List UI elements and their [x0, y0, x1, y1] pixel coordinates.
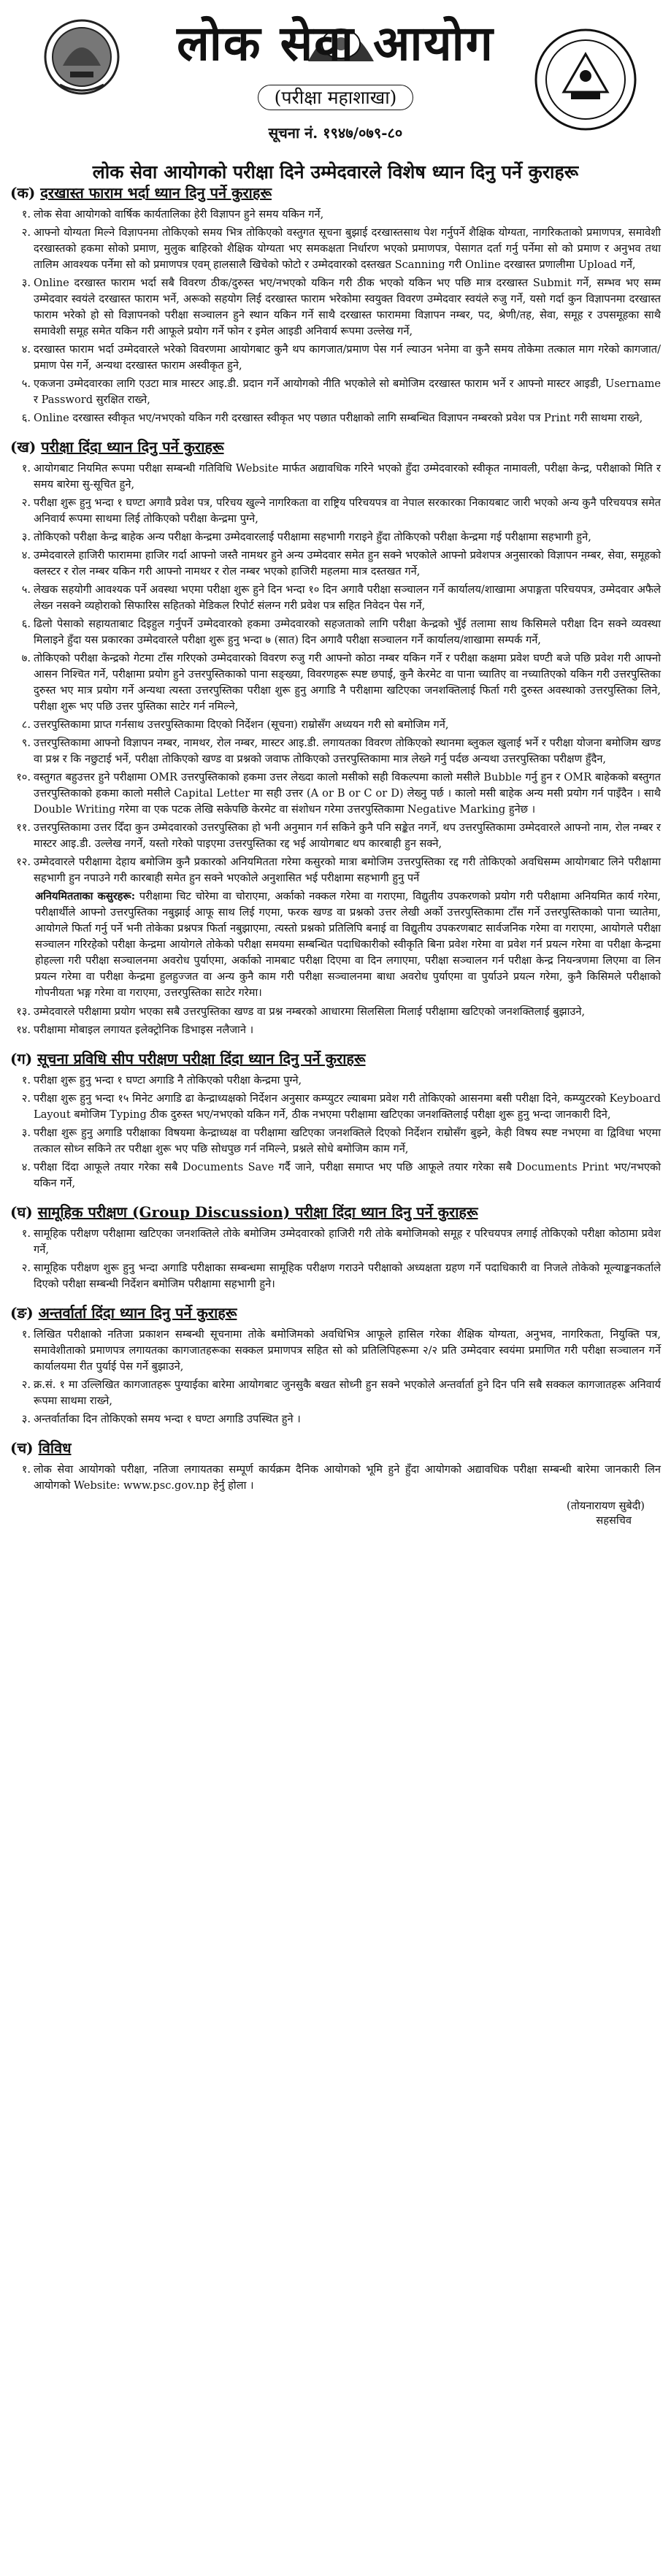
item-text: एकजना उम्मेदवारका लागि एउटा मात्र मास्टर आइ.डी. प्रदान गर्ने आयोगको नीति भएकोले सो बमोजिम दरखास्त फाराम भर्ने र आफ्नो मास्टर आइडी, Username र Password सुरक्षित राख्ने,: [34, 377, 661, 406]
list-item: [21, 275, 661, 340]
item-number: ६.: [21, 618, 31, 630]
item-number: १४.: [16, 1024, 31, 1036]
item-text: Online दरखास्त फाराम भर्दा सबै विवरण ठीक/दुरुस्त भए/नभएको यकिन गरी ठीक भएको यकिन भए पछि मात्र दरखास्त Submit गर्ने, सम्भव भए सम्म उम्मेदवार स्वयंले दरखास्त फाराम भर्ने, अरूको सहयोग लिई दरखास्त फाराम भरेकोमा स्वयुक्त विवरण उम्मेदवार स्वयंले रुजु गर्ने, यसो गर्दा कुन विज्ञापनमा दरखास्त फाराम भरेको हो सो विज्ञापनको परीक्षा सञ्चालन हुने स्थान यकिन गर्ने साथै दरखास्त फाराममा विज्ञापन नम्बर, पद, श्रेणी/तह, सेवा, समूह र उपसमूहका साथै समावेशी समूह समेत यकिन गरी आफूले प्रयोग गर्ने फोन र इमेल आइडी अनिवार्य रूपमा उल्लेख गर्ने,: [34, 277, 661, 337]
list-item: [21, 1159, 661, 1192]
item-text: लोक सेवा आयोगको वार्षिक कार्यतालिका हेरी विज्ञापन हुने समय यकिन गर्ने,: [34, 208, 324, 221]
list-item: [16, 1004, 661, 1020]
list-item: [21, 1226, 661, 1258]
list-item: [21, 1260, 661, 1292]
section-ga: [10, 1049, 661, 1192]
list-item: [21, 735, 661, 767]
notice-number: सूचना नं. १९४७/०७९-८०: [268, 124, 403, 142]
item-list: [10, 1073, 661, 1192]
section-title-text: परीक्षा दिंदा ध्यान दिनु पर्ने कुराहरू: [41, 438, 224, 456]
section-title: [10, 1049, 661, 1068]
item-number: ३.: [21, 277, 31, 289]
section-prefix: (ख): [10, 438, 37, 456]
section-prefix: (घ): [10, 1203, 33, 1221]
list-item: [21, 616, 661, 648]
notice-header: [10, 4, 661, 183]
list-item: [21, 410, 661, 426]
item-number: ४.: [21, 343, 31, 356]
item-text: सामूहिक परीक्षण परीक्षामा खटिएका जनशक्तिले तोके बमोजिम उम्मेदवारको हाजिरी गरी तोके बमोजिमको समूह र परिचयपत्र लगाई तोकिएको परीक्षा कोठामा प्रवेश गर्ने,: [34, 1227, 661, 1256]
list-item: [21, 225, 661, 273]
item-number: ६.: [21, 412, 31, 424]
item-text: परीक्षा शुरू हुनु भन्दा १५ मिनेट अगाडि ढा केन्द्राध्यक्षको निर्देशन अनुसार कम्प्युटर ल्याबमा प्रवेश गरी तोकिएको आसनमा बसी परीक्षा दिने, कम्प्युटरको Keyboard Layout बमोजिम Typing ठीक दुरुस्त भए/नभएको यकिन गर्ने, ठीक नभएमा परीक्षामा खटिएका जनशक्तिलाई परीक्षा शुरू हुनु भन्दा जानकारी दिने,: [34, 1092, 661, 1121]
list-item: [21, 376, 661, 408]
section-title: [10, 183, 661, 202]
item-number: १.: [21, 1328, 31, 1341]
item-number: १.: [21, 462, 31, 475]
item-number: २.: [21, 1092, 31, 1105]
list-item: [21, 717, 661, 733]
list-item: [16, 770, 661, 818]
item-text: उत्तरपुस्तिकामा प्राप्त गर्नसाथ उत्तरपुस्तिकामा दिएको निर्देशन (सूचना) राम्रोसँग अध्ययन गरी सो बमोजिम गर्ने,: [34, 718, 449, 731]
list-item: [21, 1125, 661, 1157]
section-prefix: (ङ): [10, 1304, 34, 1322]
item-number: ३.: [21, 531, 31, 543]
item-number: १०.: [16, 771, 31, 783]
item-list: [10, 461, 661, 886]
list-item: [21, 1377, 661, 1409]
list-item: [21, 207, 661, 223]
item-text: लेखक सहयोगी आवश्यक पर्ने अवस्था भएमा परीक्षा शुरू हुने दिन भन्दा १० दिन अगावै परीक्षा सञ्चालन गर्ने कार्यालय/शाखामा अपाङ्गता परिचयपत्र, उम्मेदवार अफैले लेख्न नसक्ने व्यहोराको सिफारिस सहितको मेडिकल रिपोर्ट संलग्न गरी प्रवेश पत्र सहित निवेदन पेस गर्ने,: [34, 583, 661, 612]
list-item: [21, 582, 661, 614]
list-item: [21, 651, 661, 715]
list-item: [21, 1091, 661, 1123]
list-item: [16, 820, 661, 852]
item-text: आयोगबाट नियमित रूपमा परीक्षा सम्बन्धी गतिविधि Website मार्फत अद्यावधिक गरिने भएको हुँदा उम्मेदवारको स्वीकृत नामावली, परीक्षा केन्द्र, परीक्षाको मिति र समय बारेमा सु-सूचित हुने,: [34, 462, 661, 491]
item-number: ३.: [21, 1127, 31, 1139]
item-number: ५.: [21, 583, 31, 596]
item-list: [10, 1462, 661, 1494]
item-number: १३.: [16, 1005, 31, 1018]
item-text: परीक्षा शुरू हुनु भन्दा १ घण्टा अगाडि नै तोकिएको परीक्षा केन्द्रमा पुग्ने,: [34, 1074, 302, 1086]
list-item: [21, 1411, 661, 1427]
irregularity-text: परीक्षामा चिट चोरेमा वा चोराएमा, अर्काको नक्कल गरेमा वा गराएमा, विद्युतीय उपकरणको प्रयोग गरी परीक्षामा अनियमित कार्य गरेमा, परीक्षार्थीले आफ्नो उत्तरपुस्तिका नबुझाई आफू साथ लिई गएमा, फरक खण्ड वा प्रश्नको उत्तर लेखी अर्को उत्तरपुस्तिकामा टाँस गर्ने उत्तरपुस्तिकाको पाना च्यातेमा, आयोगले फिर्ता गर्नु पर्ने भनी तोकेका प्रश्नपत्र फिर्ता नबुझाएमा, त्यस्तो प्रश्नको प्रतिलिपि बनाई वा विद्युतीय उपकरणबाट सार्वजनिक गरेमा वा गराएमा, आयोगले परीक्षा सञ्चालन गरिरहेको परीक्षा केन्द्रमा आयोगले तोकेको परीक्षा समयमा सम्बन्धित पदाधिकारीको स्वीकृति बिना प्रवेश गरेमा वा प्रवेश गर्न प्रयत्न गरेमा वा परीक्षा केन्द्रमा होहल्ला गरी परीक्षा सञ्चालनमा अवरोध पुर्याएमा, अर्काको नामबाट परीक्षा दिएमा वा दिन लगाएमा, परीक्षा सञ्चालन गर्न परीक्षा केन्द्र नियन्त्रणमा लिएमा वा लिन प्रयत्न गरेमा वा परीक्षा केन्द्रमा हुलहुज्जत वा अन्य कुनै काम गरी परीक्षा सञ्चालनमा बाधा अवरोध पुर्याएमा वा पुर्याउने प्रयत्न गरेमा, कुनै किसिमले परीक्षाको गोपनीयता भङ्ग गरेमा वा गराएमा, उत्तरपुस्तिका साटेर गरेमा।: [35, 890, 661, 999]
section-ka: [10, 183, 661, 426]
section-title: [10, 1438, 661, 1457]
section-gha: [10, 1202, 661, 1292]
item-text: उम्मेदवारले परीक्षामा प्रयोग भएका सबै उत्तरपुस्तिका खण्ड वा प्रश्न नम्बरको आधारमा सिलसिला मिलाई परीक्षामा खटिएको जनशक्तिलाई बुझाउने,: [34, 1005, 586, 1018]
signer-title: सहसचिव: [596, 1514, 632, 1527]
item-text: तोकिएको परीक्षा केन्द्र बाहेक अन्य परीक्षा केन्द्रमा उम्मेदवारलाई परीक्षामा सहभागी गराइने हुँदा तोकिएको परीक्षा केन्द्रमा गई परीक्षामा सहभागी हुने,: [34, 531, 591, 543]
item-text: क्र.सं. १ मा उल्लिखित कागजातहरू पुग्याईका बारेमा आयोगबाट जुनसुकै बखत सोध्नी हुन सक्ने भएकोले अन्तर्वार्ता हुने दिन पनि सबै सक्कल कागजातहरू अनिवार्य रूपमा साथमा राख्ने,: [34, 1379, 661, 1407]
item-text: परीक्षा शुरू हुनु भन्दा १ घण्टा अगावै प्रवेश पत्र, परिचय खुल्ने नागरिकता वा राष्ट्रिय परिचयपत्र वा नेपाल सरकारका निकायबाट जारी भएको अन्य कुनै परिचयपत्र समेत अनिवार्य रूपमा साथमा लिई तोकिएको परीक्षा केन्द्रमा पुग्ने,: [34, 497, 661, 525]
section-title: [10, 1202, 661, 1222]
list-item: [16, 854, 661, 886]
item-number: ११.: [16, 821, 31, 834]
section-prefix: (क): [10, 184, 36, 202]
list-item: [21, 1327, 661, 1375]
item-list: [10, 1004, 661, 1038]
item-text: दरखास्त फाराम भर्दा उम्मेदवारले भरेको विवरणमा आयोगबाट कुनै थप कागजात/प्रमाण पेस गर्न ल्याउन भनेमा वा कुनै समय तोकेमा तत्काल माग गरेको कागजात/प्रमाण पेस गर्ने, अन्यथा दरखास्त फाराम अस्वीकृत हुने,: [34, 343, 661, 372]
notice-headline: लोक सेवा आयोगको परीक्षा दिने उम्मेदवारले विशेष ध्यान दिनु पर्ने कुराहरू: [92, 161, 579, 183]
item-number: २.: [21, 1379, 31, 1391]
item-list: [10, 207, 661, 426]
section-kha: [10, 437, 661, 1038]
item-number: ७.: [21, 652, 31, 664]
item-number: २.: [21, 226, 31, 239]
list-item: [21, 1462, 661, 1494]
irregularity-block: [35, 889, 661, 1001]
item-text: ढिलो पेसाको सहायताबाट दिइहुल गर्नुपर्ने उम्मेदवारको हकमा उम्मेदवारको सहजताको लागि परीक्षा केन्द्रको भुँई तलामा साथ किसिमले परीक्षा दिन सक्ने व्यवस्था मिलाइने हुँदा यस प्रकारका उम्मेदवारले परीक्षा शुरू हुनु भन्दा ७ (सात) दिन अगावै परीक्षा सञ्चालन गर्ने कार्यालय/शाखामा सम्पर्क गर्ने,: [34, 618, 661, 646]
item-number: ४.: [21, 1161, 31, 1173]
list-item: [21, 529, 661, 545]
org-title: लोक सेवा आयोग: [177, 15, 494, 72]
item-text: वस्तुगत बहुउत्तर हुने परीक्षामा OMR उत्तरपुस्तिकाको हकमा उत्तर लेख्दा कालो मसीको सही विकल्पमा कालो मसीले Bubble गर्नु हुन र OMR बाहेकको बस्तुगत उत्तरपुस्तिकाको हकमा कालो मसीले Capital Letter मा सही उत्तर (A or B or C or D) लेख्नु पर्छ । कालो मसी बाहेक अन्य मसी प्रयोग गर्न पाइँदैन । साथै Double Writing गरेमा वा एक पटक लेखि सकेपछि केरमेट वा संशोधन गरेमा उत्तरपुस्तिकामा Negative Marking हुनेछ ।: [34, 771, 661, 816]
item-text: उम्मेदवारले हाजिरी फाराममा हाजिर गर्दा आफ्नो जस्तै नामथर हुने अन्य उम्मेदवार समेत हुन सक्ने भएकोले आफ्नो प्रवेशपत्र अनुसारको विज्ञापन नम्बर, सेवा, समूहको क्लस्टर र रोल नम्बर यकिन गरी आफ्नो नामथर र रोल नम्बर भएको हाजिरी महलमा मात्र दस्तखत गर्ने,: [34, 549, 661, 578]
section-title-text: विविध: [38, 1439, 72, 1457]
section-title-text: सूचना प्रविधि सीप परीक्षण परीक्षा दिंदा ध्यान दिनु पर्ने कुराहरू: [37, 1050, 366, 1067]
item-text: आफ्नो योग्यता मिल्ने विज्ञापनमा तोकिएको समय भित्र तोकिएको वस्तुगत सूचना बुझाई दरखास्तसाथ पेश गर्नुपर्ने शैक्षिक योग्यता, नागरिकताको प्रमाणपत्र, समावेशी दरखास्तको हकमा सोको प्रमाण, मुलुक बाहिरको शैक्षिक योग्यता भए समकक्षता निर्धारण भएको प्रमाणपत्र, पेसागत दर्ता गर्नु पर्नेमा सो को प्रमाण र अनुभव तथा तालिम आवश्यक पर्नेमा सो को प्रमाणपत्र एवम् हालसालै खिचेको फोटो र उम्मेदवारको दस्तखत Scanning गरी Online दरखास्त प्रणालीमा Upload गर्ने,: [34, 226, 661, 271]
item-number: २.: [21, 497, 31, 509]
signature-block: [10, 1498, 661, 1527]
item-number: २.: [21, 1262, 31, 1274]
office-name: [10, 85, 661, 110]
item-number: १.: [21, 1463, 31, 1476]
list-item: [21, 495, 661, 527]
item-number: १२.: [16, 856, 31, 868]
item-text: उत्तरपुस्तिकामा उत्तर दिँदा कुन उम्मेदवारको उत्तरपुस्तिका हो भनी अनुमान गर्न सकिने कुनै पनि सङ्केत नगर्ने, थप उत्तरपुस्तिकामा उम्मेदवारले आफ्नो नाम, रोल नम्बर र मास्टर आइ.डी. उल्लेख नगर्ने, यस्तो गरेको पाइएमा उत्तरपुस्तिका रद्द भई आयोगबाट थप कारबाही हुन सक्ने,: [34, 821, 661, 850]
item-number: १.: [21, 1227, 31, 1240]
item-text: लिखित परीक्षाको नतिजा प्रकाशन सम्बन्धी सूचनामा तोके बमोजिमको अवधिभित्र आफूले हासिल गरेका शैक्षिक योग्यता, अनुभव, नागरिकता, नियुक्ति पत्र, समावेशीताको प्रमाणपत्र लगायतका कागजातहरूका सक्कल प्रमाणपत्र सहित सो को प्रतिलिपिहरूमा २/२ प्रति उम्मेदवार स्वयंमा प्रमाणित गरी परीक्षा सञ्चालन गर्ने कार्यालयमा रीत पुर्याई पेस गर्ने बुझाउने,: [34, 1328, 661, 1373]
item-text: उम्मेदवारले परीक्षामा देहाय बमोजिम कुनै प्रकारको अनियमितता गरेमा कसुरको मात्रा बमोजिम उत्तरपुस्तिका रद्द गरी तोकिएको अवधिसम्म आयोगबाट लिने परीक्षामा सहभागी हुन नपाउने गरी कारबाही समेत हुन सक्ने भएकोले अनुशासित भई परीक्षामा सहभागी हुनु पर्ने: [34, 856, 661, 884]
section-title: [10, 1303, 661, 1322]
section-prefix: (च): [10, 1439, 34, 1457]
item-number: ९.: [21, 737, 31, 749]
item-number: ४.: [21, 549, 31, 561]
section-title-text: सामूहिक परीक्षण (Group Discussion) परीक्षा दिंदा ध्यान दिनु पर्ने कुराहरू: [37, 1203, 478, 1221]
item-number: ३.: [21, 1413, 31, 1425]
section-nga: [10, 1303, 661, 1427]
signer-name: (तोयनारायण सुबेदी): [567, 1500, 645, 1512]
item-text: लोक सेवा आयोगको परीक्षा, नतिजा लगायतका सम्पूर्ण कार्यक्रम दैनिक आयोगको भूमि हुने हुँदा आयोगको अद्यावधिक परीक्षा सम्बन्धी बारेमा जानकारी लिन आयोगको Website: www.psc.gov.np हेर्नु होला ।: [34, 1463, 661, 1492]
item-text: सामूहिक परीक्षण शुरू हुनु भन्दा अगाडि परीक्षाका सम्बन्धमा सामूहिक परीक्षण गराउने परीक्षाको अध्यक्षता ग्रहण गर्ने पदाधिकारी वा निजले तोकेको मूल्याङ्कनकर्ताले दिएको परीक्षा सम्बन्धी निर्देशन बमोजिम परीक्षामा सहभागी हुने।: [34, 1262, 661, 1290]
item-text: परीक्षा शुरू हुनु अगाडि परीक्षाका विषयमा केन्द्राध्यक्ष वा परीक्षामा खटिएका जनशक्तिले दिएको निर्देशन राम्रोसँग बुझ्ने, केही विषय स्पष्ट नभएमा वा द्विविधा भएमा तत्काल सोध्न सकिने तर परीक्षा शुरू भए पछि सोधपुछ गर्न नमिल्ने, प्रश्नले सोधे बमोजिम काम गर्ने,: [34, 1127, 661, 1155]
item-number: १.: [21, 1074, 31, 1086]
list-item: [21, 1073, 661, 1089]
section-prefix: (ग): [10, 1050, 33, 1067]
list-item: [21, 461, 661, 493]
item-list: [10, 1327, 661, 1427]
item-number: ५.: [21, 377, 31, 390]
item-text: परीक्षा दिंदा आफूले तयार गरेका सबै Documents Save गर्दै जाने, परीक्षा समाप्त भए पछि आफूले तयार गरेका सबै Documents Print भए/नभएको यकिन गर्ने,: [34, 1161, 661, 1189]
irregularity-lead: अनियमितताका कसुरहरू:: [35, 890, 136, 902]
section-title: [10, 437, 661, 456]
list-item: [21, 548, 661, 580]
item-text: अन्तर्वार्ताका दिन तोकिएको समय भन्दा १ घण्टा अगाडि उपस्थित हुने ।: [34, 1413, 301, 1425]
section-title-text: दरखास्त फाराम भर्दा ध्यान दिनु पर्ने कुराहरू: [40, 184, 272, 202]
list-item: [16, 1022, 661, 1038]
item-text: परीक्षामा मोबाइल लगायत इलेक्ट्रोनिक डिभाइस नलैजाने ।: [34, 1024, 254, 1036]
item-number: १.: [21, 208, 31, 221]
office-name-label: (परीक्षा महाशाखा): [258, 85, 414, 110]
item-list: [10, 1226, 661, 1292]
section-cha: [10, 1438, 661, 1494]
item-text: उत्तरपुस्तिकामा आफ्नो विज्ञापन नम्बर, नामथर, रोल नम्बर, मास्टर आइ.डी. लगायतका विवरण तोकिएको स्थानमा ब्लुकल खुलाई भर्ने र परीक्षा योजना बमोजिम खण्ड वा प्रश्न र कि नछुटाई भर्ने, परीक्षा तोकिएको खण्ड वा प्रश्नको जवाफ तोकिएको उत्तरपुस्तिकामा मात्र लेख्ने गर्नु पर्दछ अन्यथा उत्तरपुस्तिका परीक्षण हुँदैन,: [34, 737, 661, 765]
item-text: Online दरखास्त स्वीकृत भए/नभएको यकिन गरी दरखास्त स्वीकृत भए पछात परीक्षाको लागि सम्बन्धित विज्ञापन नम्बरको प्रवेश पत्र Print गरी साथमा राख्ने,: [34, 412, 643, 424]
section-title-text: अन्तर्वार्ता दिंदा ध्यान दिनु पर्ने कुराहरू: [38, 1304, 237, 1322]
list-item: [21, 342, 661, 374]
item-number: ८.: [21, 718, 31, 731]
item-text: तोकिएको परीक्षा केन्द्रको गेटमा टाँस गरिएको उम्मेदवारको विवरण रुजु गरी आफ्नो कोठा नम्बर यकिन गर्ने र परीक्षा कक्षमा प्रवेश घण्टी बजे पछि प्रवेश गरी आफ्नो आसन निश्चित गर्ने, परीक्षामा प्रयोग हुने उत्तरपुस्तिकाको पाना सङ्ख्या, विवरणहरू स्पष्ट छपाई, कुनै केरमेट वा पाना च्यातिए वा नच्यातिएको यकिन गरी उत्तरपुस्तिका दुरुस्त भए मात्र प्रयोग गर्ने अन्यथा त्यस्ता उत्तरपुस्तिका परीक्षा शुरू हुनु अगाडि नै परीक्षामा खटिएका जनशक्तिलाई फिर्ता गरी दुरुस्त अवस्थाको उत्तरपुस्तिका लिने, परीक्षा शुरू भए पछि उत्तर पुस्तिका साटेर गर्न नमिल्ने,: [34, 652, 661, 713]
